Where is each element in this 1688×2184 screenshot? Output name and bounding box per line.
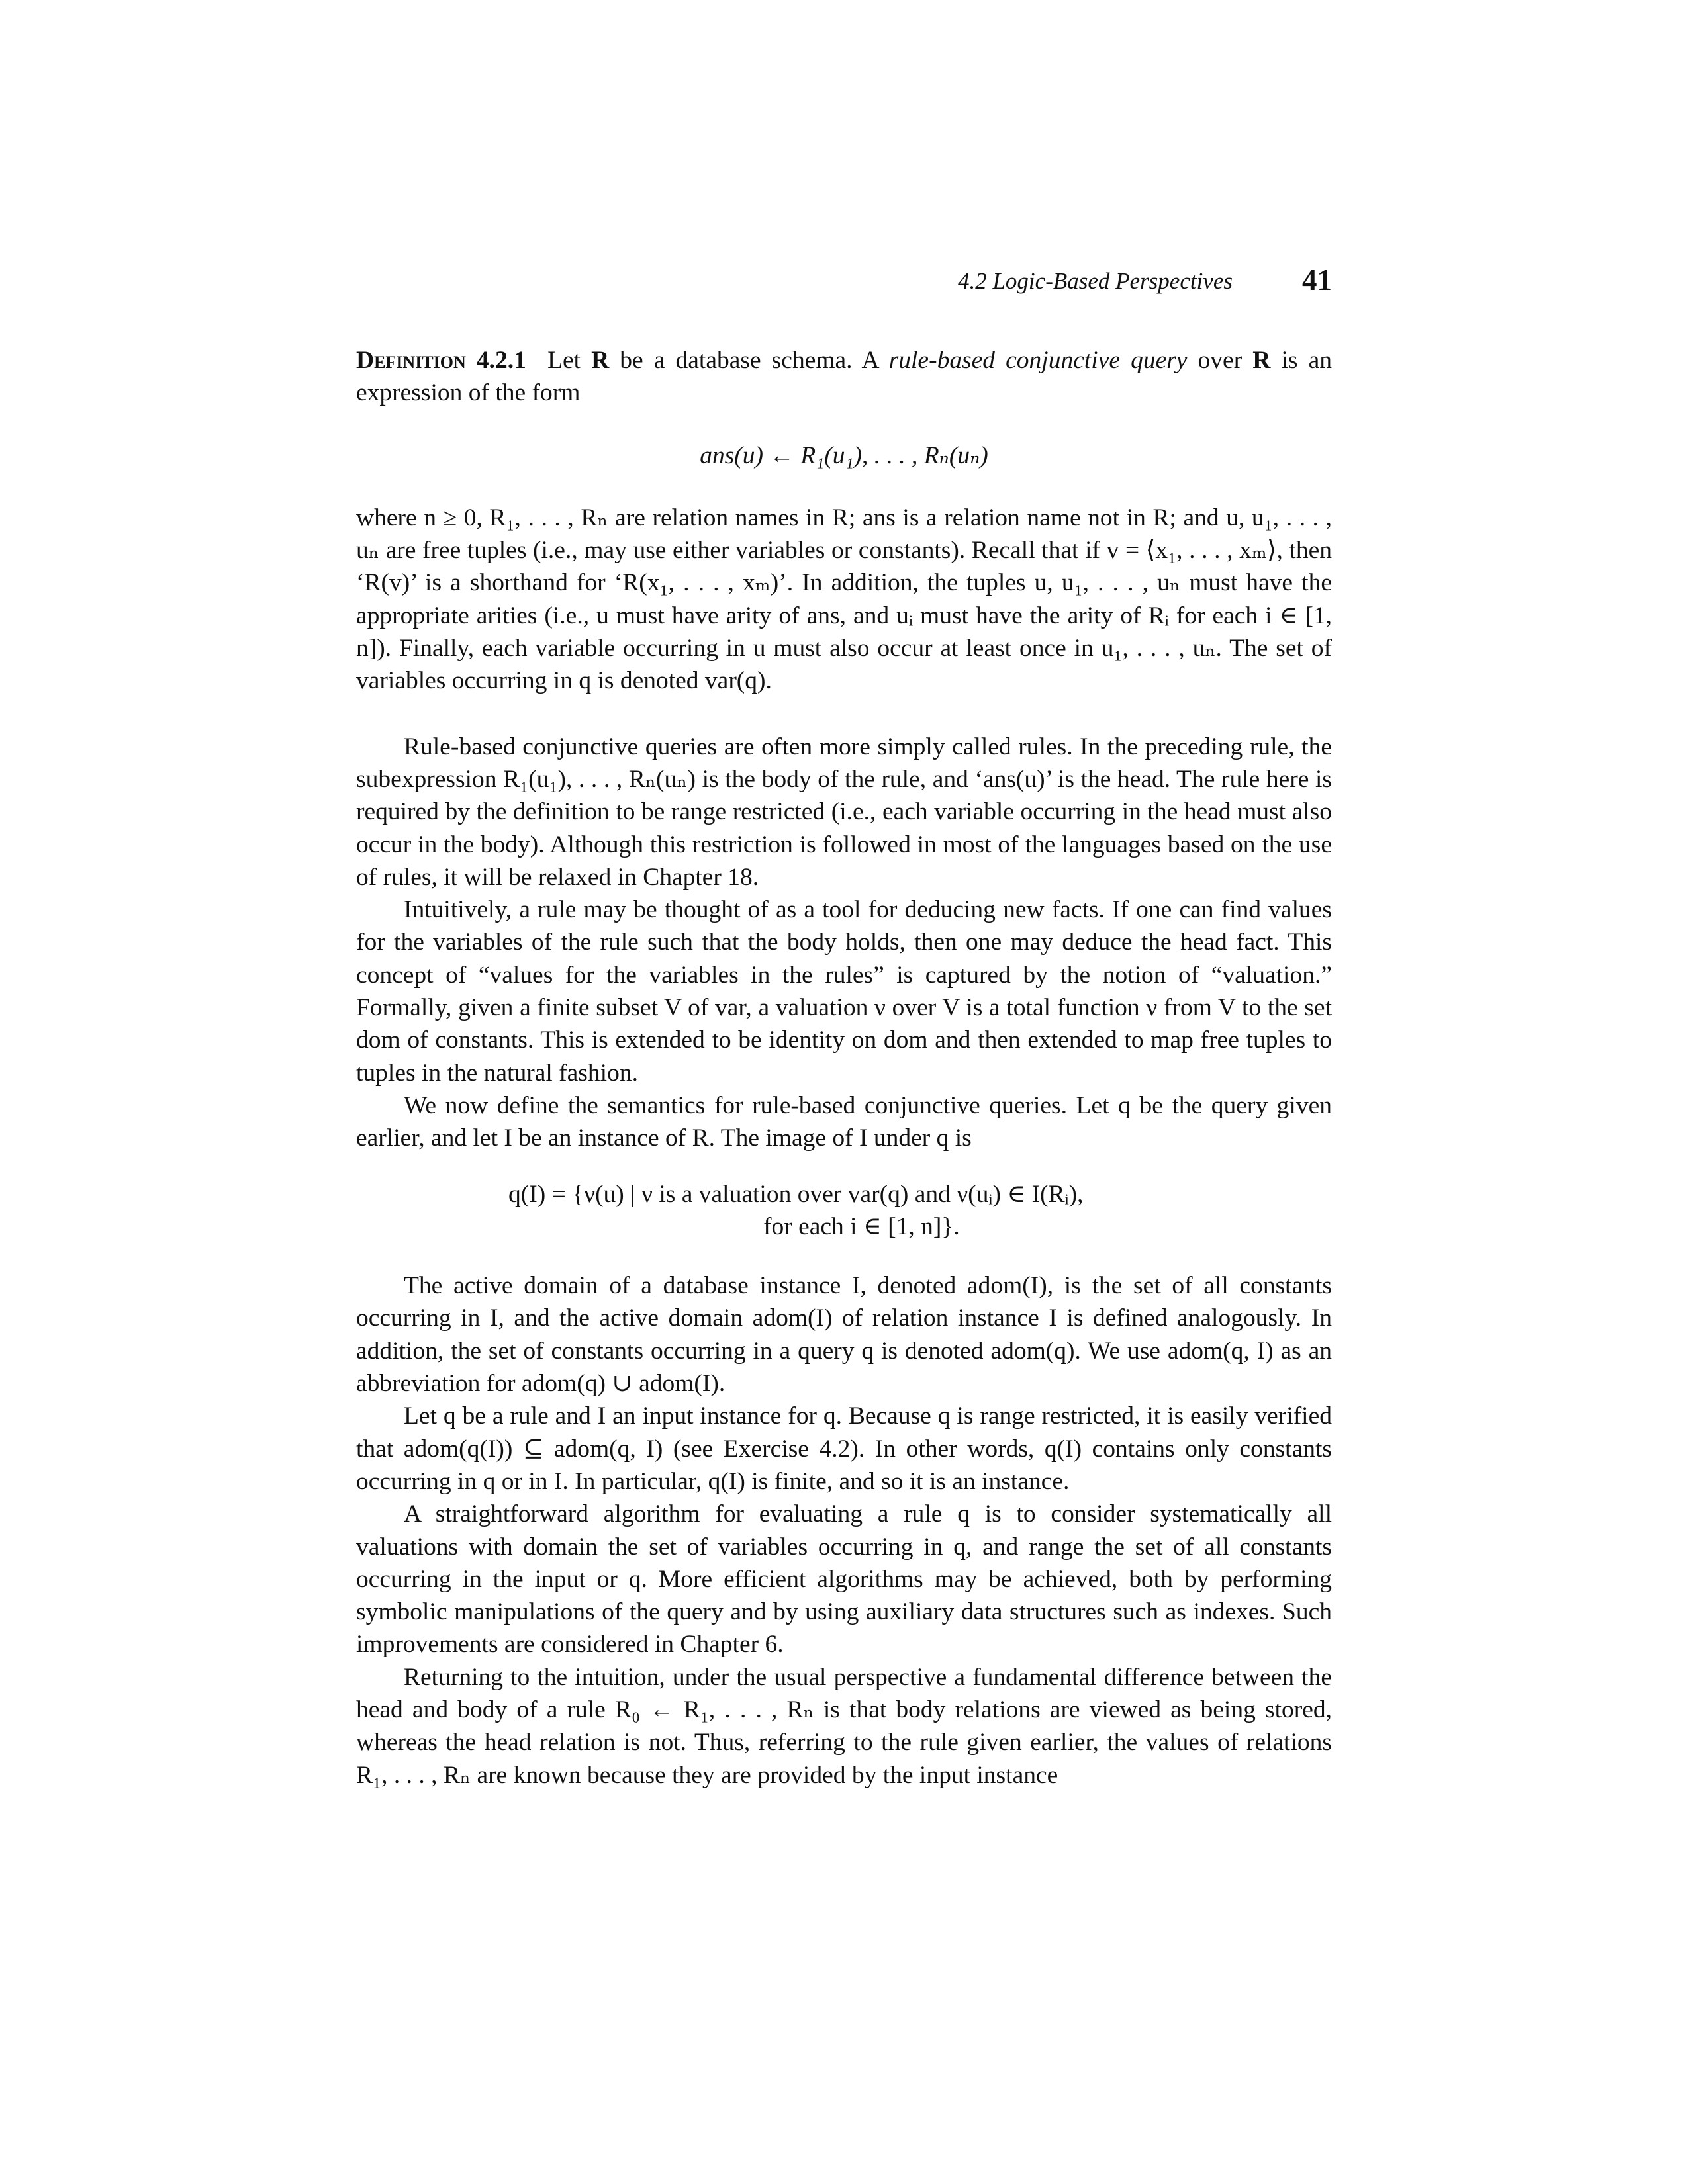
definition-label: Definition 4.2.1 xyxy=(356,347,526,374)
paragraph-algorithm: A straightforward algorithm for evaluating a rule q is to consider systematically all valuations with domain the set of variables occurring in q, and range the set of all constants occurring in the input or q. More efficient algorithms may be achieved, both by performing symbolic manipulations of the query and by using auxiliary data structures such as indexes. Such improvements are considered in Chapter 6. xyxy=(356,1500,1332,1659)
running-header xyxy=(356,263,1332,308)
paragraph-intuition: Intuitively, a rule may be thought of as a tool for deducing new facts. If one can find values for the variables of the rule such that the body holds, then one may deduce the head fact. This concept of “values for the variables in the rules” is captured by the notion of “valuation.” Formally, given a finite subset V of var, a valuation ν over V is a total function ν from V to the set dom of constants. This is extended to be identity on dom and then extended to map free tuples to tuples in the natural fashion. xyxy=(356,896,1332,1087)
body-text xyxy=(356,344,1332,1792)
page-number: 41 xyxy=(1302,263,1332,296)
definition-intro: Definition 4.2.1 Let R be a database schema. A rule-based conjunctive query over R is an expression of the form xyxy=(356,347,1332,407)
paragraph-returning: Returning to the intuition, under the usual perspective a fundamental difference between the head and body of a rule R₀ ← R₁, . . . , Rₙ is that body relations are viewed as being stored, whereas the head relation is not. Thus, referring to the rule given earlier, the values of relations R₁, . . . , Rₙ are known because they are provided by the input instance xyxy=(356,1663,1332,1789)
paragraph-range: Let q be a rule and I an input instance for q. Because q is range restricted, it is easily verified that adom(q(I)) ⊆ adom(q, I) (see Exercise 4.2). In other words, q(I) contains only constants occurring in q or in I. In particular, q(I) is finite, and so it is an instance. xyxy=(356,1402,1332,1495)
definition-body: where n ≥ 0, R₁, . . . , Rₙ are relation names in R; ans is a relation name not in R; and u, u₁, . . . , uₙ are free tuples (i.e., may use either variables or constants). Recall that if v = ⟨x₁, . . . , xₘ⟩, then ‘R(v)’ is a shorthand for ‘R(x₁, . . . , xₘ)’. In addition, the tuples u, u₁, . . . , uₙ must have the appropriate arities (i.e., u must have arity of ans, and uᵢ must have the arity of Rᵢ for each i ∈ [1, n]). Finally, each variable occurring in u must also occur at least once in u₁, . . . , uₙ. The set of variables occurring in q is denoted var(q). xyxy=(356,504,1332,695)
paragraph-adom: The active domain of a database instance I, denoted adom(I), is the set of all constants occurring in I, and the active domain adom(I) of relation instance I is defined analogously. In addition, the set of constants occurring in a query q is denoted adom(q). We use adom(q, I) as an abbreviation for adom(q) ∪ adom(I). xyxy=(356,1272,1332,1398)
defined-term: rule-based conjunctive query xyxy=(888,347,1188,374)
paragraph-semantics: We now define the semantics for rule-based conjunctive queries. Let q be the query given earlier, and let I be an instance of R. The image of I under q is xyxy=(356,1091,1332,1152)
section-title: 4.2 Logic-Based Perspectives xyxy=(957,268,1233,294)
image-formula xyxy=(356,1178,1332,1244)
rule-formula: ans(u) ← R₁(u₁), . . . , Rₙ(uₙ) xyxy=(700,441,988,469)
image-formula-line1: q(I) = {ν(u) | ν is a valuation over var(q) and ν(uᵢ) ∈ I(Rᵢ), xyxy=(508,1180,1084,1208)
image-formula-line2: for each i ∈ [1, n]}. xyxy=(763,1212,960,1240)
paragraph-rules: Rule-based conjunctive queries are often more simply called rules. In the preceding rule, the subexpression R₁(u₁), . . . , Rₙ(uₙ) is the body of the rule, and ‘ans(u)’ is the head. The rule here is required by the definition to be range restricted (i.e., each variable occurring in the head must also occur in the body). Although this restriction is followed in most of the languages based on the use of rules, it will be relaxed in Chapter 18. xyxy=(356,733,1332,891)
